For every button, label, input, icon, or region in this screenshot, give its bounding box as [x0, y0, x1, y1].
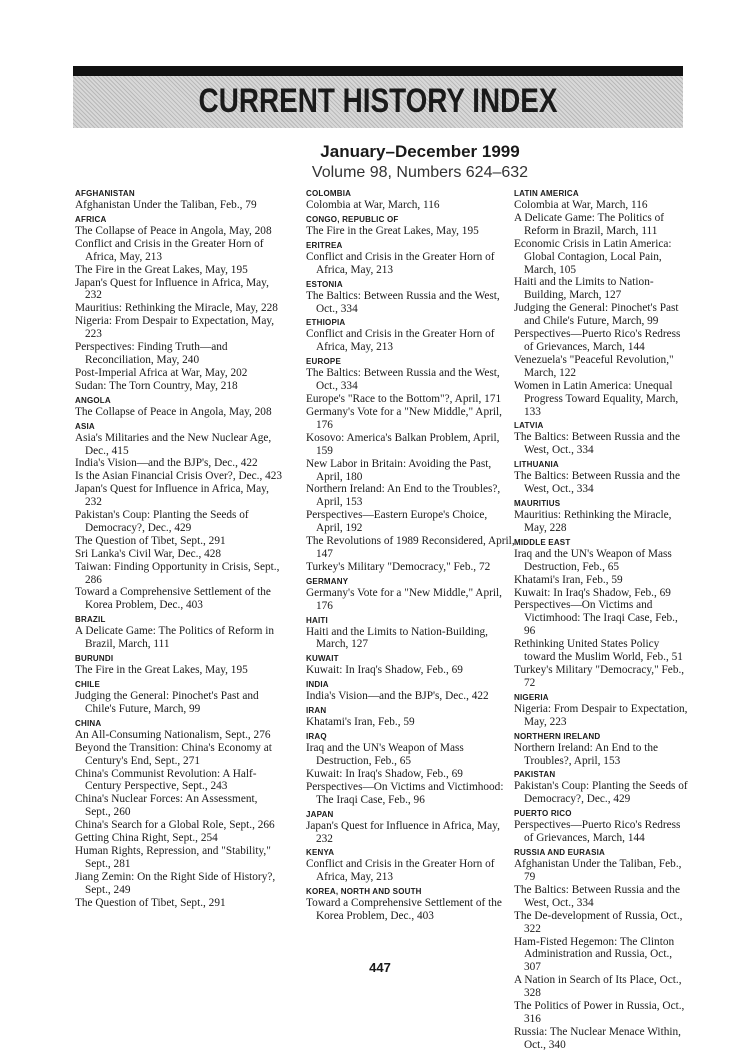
index-entry: Human Rights, Repression, and "Stability," Sept., 281	[75, 844, 271, 870]
index-entry: The Baltics: Between Russia and the West, Oct., 334	[306, 367, 500, 393]
index-heading: KUWAIT	[306, 654, 339, 664]
index-heading: IRAQ	[306, 732, 327, 742]
index-heading: INDIA	[306, 680, 329, 690]
index-entry: Nigeria: From Despair to Expectation, May, 223	[514, 702, 688, 728]
index-entry: Sri Lanka's Civil War, Dec., 428	[75, 547, 222, 560]
index-entry: Judging the General: Pinochet's Past and Chile's Future, March, 99	[514, 302, 679, 328]
index-entry: The Baltics: Between Russia and the West, Oct., 334	[306, 289, 500, 315]
title-banner	[73, 76, 683, 128]
index-entry: The Collapse of Peace in Angola, May, 208	[75, 224, 272, 237]
index-column-3	[514, 186, 690, 1052]
index-entry: Colombia at War, March, 116	[306, 199, 440, 211]
index-column-2	[306, 186, 516, 923]
index-entry: Khatami's Iran, Feb., 59	[306, 716, 415, 729]
index-heading: PAKISTAN	[514, 770, 556, 780]
page-number: 447	[369, 960, 391, 975]
index-entry: Mauritius: Rethinking the Miracle, May, 228	[75, 302, 278, 315]
index-entry: Afghanistan Under the Taliban, Feb., 79	[75, 199, 257, 211]
index-heading: BRAZIL	[75, 615, 106, 625]
index-entry: The Baltics: Between Russia and the West, Oct., 334	[514, 470, 680, 496]
index-entry: Mauritius: Rethinking the Miracle, May, 228	[514, 509, 672, 534]
index-entry: Iraq and the UN's Weapon of Mass Destruction, Feb., 65	[514, 547, 672, 573]
index-entry: Nigeria: From Despair to Expectation, May, 223	[75, 315, 275, 341]
index-title: CURRENT HISTORY INDEX	[198, 82, 558, 120]
index-entry: The Fire in the Great Lakes, May, 195	[75, 263, 248, 276]
index-entry: Conflict and Crisis in the Greater Horn of Africa, May, 213	[306, 858, 495, 884]
index-entry: Turkey's Military "Democracy," Feb., 72	[514, 664, 685, 689]
index-entry: Kuwait: In Iraq's Shadow, Feb., 69	[514, 586, 671, 599]
index-heading: COLOMBIA	[306, 189, 352, 198]
index-entry: Kosovo: America's Balkan Problem, April, 159	[306, 431, 500, 457]
index-heading: PUERTO RICO	[514, 809, 572, 819]
index-entry: The Collapse of Peace in Angola, May, 208	[75, 405, 272, 418]
index-entry: The Politics of Power in Russia, Oct., 316	[514, 1000, 685, 1025]
index-entry: The Baltics: Between Russia and the West, Oct., 334	[514, 431, 680, 457]
index-entry: Europe's "Race to the Bottom"?, April, 171	[306, 393, 502, 406]
index-entry: India's Vision—and the BJP's, Dec., 422	[75, 457, 258, 470]
index-entry: Japan's Quest for Influence in Africa, May, 232	[306, 819, 500, 845]
index-entry: Conflict and Crisis in the Greater Horn of Africa, May, 213	[75, 237, 264, 263]
index-entry: Khatami's Iran, Feb., 59	[514, 573, 623, 586]
index-heading: AFGHANISTAN	[75, 189, 135, 198]
header-rule	[73, 66, 683, 76]
index-entry: Germany's Vote for a "New Middle," April, 176	[306, 586, 502, 612]
index-entry: New Labor in Britain: Avoiding the Past, April, 180	[306, 457, 492, 483]
index-entry: China's Search for a Global Role, Sept., 266	[75, 819, 275, 832]
index-entry: Women in Latin America: Unequal Progress Toward Equality, March, 133	[514, 379, 679, 418]
index-heading: MIDDLE EAST	[514, 537, 571, 547]
date-range: January–December 1999	[320, 142, 520, 161]
index-entry: Judging the General: Pinochet's Past and Chile's Future, March, 99	[75, 690, 259, 715]
index-entry: Taiwan: Finding Opportunity in Crisis, Sept., 286	[75, 560, 280, 586]
index-entry: Toward a Comprehensive Settlement of the Korea Problem, Dec., 403	[75, 586, 271, 612]
index-heading: LATIN AMERICA	[514, 189, 579, 198]
index-heading: ASIA	[75, 421, 95, 431]
index-heading: KOREA, NORTH AND SOUTH	[306, 887, 422, 897]
index-entry: Ham-Fisted Hegemon: The Clinton Administration and Russia, Oct., 307	[514, 935, 675, 974]
index-entry: Getting China Right, Sept., 254	[75, 832, 218, 845]
index-entry: Pakistan's Coup: Planting the Seeds of Democracy?, Dec., 429	[514, 780, 688, 806]
index-entry: Germany's Vote for a "New Middle," April, 176	[306, 405, 502, 431]
volume-line: Volume 98, Numbers 624–632	[311, 164, 529, 181]
index-entry: Is the Asian Financial Crisis Over?, Dec., 423	[75, 470, 283, 483]
index-heading: CONGO, REPUBLIC OF	[306, 214, 399, 224]
index-heading: ETHIOPIA	[306, 318, 346, 328]
index-entry: China's Communist Revolution: A Half-Century Perspective, Sept., 243	[75, 767, 257, 793]
index-heading: ANGOLA	[75, 395, 111, 405]
index-heading: RUSSIA AND EURASIA	[514, 848, 606, 858]
index-entry: Rethinking United States Policy toward the Muslim World, Feb., 51	[514, 638, 683, 664]
index-entry: The Question of Tibet, Sept., 291	[75, 534, 226, 547]
index-heading: IRAN	[306, 706, 327, 716]
index-entry: Japan's Quest for Influence in Africa, May, 232	[75, 276, 269, 302]
index-entry: Kuwait: In Iraq's Shadow, Feb., 69	[306, 767, 463, 780]
index-entry: Perspectives—Puerto Rico's Redress of Grievances, March, 144	[514, 328, 681, 353]
index-entry: The Fire in the Great Lakes, May, 195	[306, 224, 479, 237]
index-heading: CHILE	[75, 680, 100, 689]
index-entry: A Delicate Game: The Politics of Reform in Brazil, March, 111	[75, 625, 275, 651]
index-entry: Perspectives—Puerto Rico's Redress of Grievances, March, 144	[514, 819, 681, 845]
index-entry: Turkey's Military "Democracy," Feb., 72	[306, 560, 491, 573]
index-entry: A Delicate Game: The Politics of Reform in Brazil, March, 111	[514, 211, 665, 237]
index-entry: Jiang Zemin: On the Right Side of History?, Sept., 249	[75, 870, 276, 896]
index-entry: Perspectives—Eastern Europe's Choice, April, 192	[306, 509, 488, 535]
index-entry: Haiti and the Limits to Nation-Building, March, 127	[514, 276, 654, 302]
index-entry: Japan's Quest for Influence in Africa, May, 232	[75, 483, 269, 509]
index-heading: CHINA	[75, 718, 102, 728]
index-entry: An All-Consuming Nationalism, Sept., 276	[75, 728, 271, 741]
index-entry: Toward a Comprehensive Settlement of the Korea Problem, Dec., 403	[306, 897, 502, 923]
index-heading: BURUNDI	[75, 654, 114, 664]
index-entry: Venezuela's "Peaceful Revolution," March, 122	[514, 353, 674, 379]
index-entry: Pakistan's Coup: Planting the Seeds of Democracy?, Dec., 429	[75, 509, 249, 534]
index-heading: ESTONIA	[306, 279, 343, 289]
index-entry: Iraq and the UN's Weapon of Mass Destruction, Feb., 65	[306, 742, 464, 767]
index-entry: Economic Crisis in Latin America: Global Contagion, Local Pain, March, 105	[514, 237, 672, 276]
index-heading: KENYA	[306, 848, 335, 858]
index-entry: The Question of Tibet, Sept., 291	[75, 896, 226, 909]
index-heading: AFRICA	[75, 214, 107, 224]
index-entry: The Baltics: Between Russia and the West, Oct., 334	[514, 883, 680, 909]
index-heading: LITHUANIA	[514, 460, 559, 470]
index-entry: A Nation in Search of Its Place, Oct., 328	[514, 974, 682, 1000]
index-entry: The De-development of Russia, Oct., 322	[514, 909, 683, 935]
index-heading: EUROPE	[306, 357, 341, 367]
index-heading: NORTHERN IRELAND	[514, 731, 601, 741]
index-entry: Haiti and the Limits to Nation-Building, March, 127	[306, 625, 488, 651]
index-heading: ERITREA	[306, 240, 343, 250]
index-entry: China's Nuclear Forces: An Assessment, Sept., 260	[75, 793, 258, 819]
index-entry: Northern Ireland: An End to the Troubles?, April, 153	[306, 483, 501, 509]
index-heading: GERMANY	[306, 576, 349, 586]
index-heading: NIGERIA	[514, 692, 549, 702]
index-column-1	[75, 186, 285, 910]
index-entry: Perspectives—On Victims and Victimhood: The Iraqi Case, Feb., 96	[514, 599, 678, 638]
index-entry: Russia: The Nuclear Menace Within, Oct., 340	[514, 1025, 681, 1051]
index-entry: Afghanistan Under the Taliban, Feb., 79	[514, 858, 682, 883]
index-entry: Perspectives: Finding Truth—and Reconciliation, May, 240	[75, 341, 228, 366]
index-entry: Asia's Militaries and the New Nuclear Age, Dec., 415	[75, 431, 272, 457]
index-entry: India's Vision—and the BJP's, Dec., 422	[306, 690, 489, 703]
index-entry: Perspectives—On Victims and Victimhood: The Iraqi Case, Feb., 96	[306, 780, 504, 806]
index-entry: Beyond the Transition: China's Economy at Century's End, Sept., 271	[75, 741, 272, 767]
index-entry: The Revolutions of 1989 Reconsidered, April, 147	[306, 535, 515, 560]
index-entry: Colombia at War, March, 116	[514, 199, 648, 211]
index-heading: HAITI	[306, 615, 328, 625]
index-entry: Conflict and Crisis in the Greater Horn of Africa, May, 213	[306, 328, 495, 354]
index-entry: Post-Imperial Africa at War, May, 202	[75, 366, 248, 379]
index-heading: LATVIA	[514, 421, 544, 431]
index-entry: Conflict and Crisis in the Greater Horn of Africa, May, 213	[306, 250, 495, 276]
index-entry: Sudan: The Torn Country, May, 218	[75, 379, 238, 392]
index-entry: The Fire in the Great Lakes, May, 195	[75, 664, 248, 677]
index-entry: Kuwait: In Iraq's Shadow, Feb., 69	[306, 664, 463, 677]
index-entry: Northern Ireland: An End to the Troubles?, April, 153	[514, 741, 658, 767]
index-heading: JAPAN	[306, 809, 334, 819]
index-heading: MAURITIUS	[514, 499, 561, 509]
